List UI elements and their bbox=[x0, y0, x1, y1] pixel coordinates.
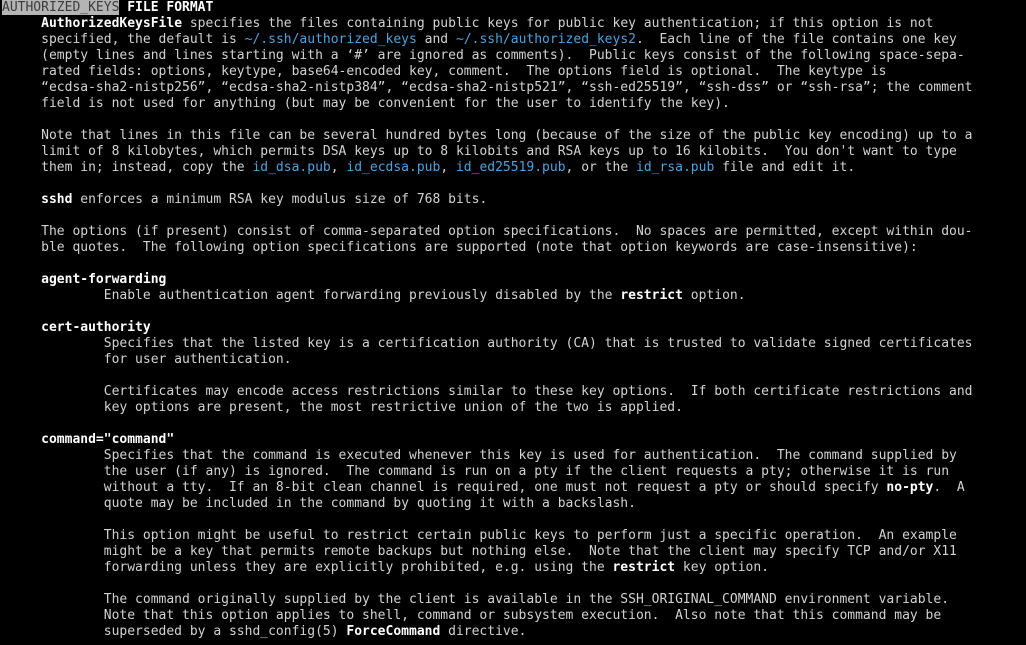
blank-line bbox=[0, 112, 1026, 128]
man-text: key options are present, the most restrictive union of the two is applied. bbox=[2, 400, 683, 415]
man-text: forwarding unless they are explicitly prohibited, e.g. using the bbox=[2, 560, 613, 575]
man-text: This option might be useful to restrict certain public keys to perform just a specific operation. An example bbox=[2, 528, 957, 543]
man-page-line bbox=[0, 448, 1026, 464]
file-path-link: id_ed25519.pub bbox=[455, 160, 566, 175]
bold-keyword: sshd bbox=[41, 192, 73, 207]
man-page-line bbox=[0, 192, 1026, 208]
man-text: Certificates may encode access restrictions similar to these key options. If both certificate restrictions and bbox=[2, 384, 973, 399]
man-page-line bbox=[0, 16, 1026, 32]
man-text: field is not used for anything (but may be convenient for the user to identify the key). bbox=[2, 96, 730, 111]
bold-keyword: FILE FORMAT bbox=[127, 0, 214, 15]
man-text: Note that this option applies to shell, command or subsystem execution. Also note that this command may be bbox=[2, 608, 942, 623]
man-page-line bbox=[0, 432, 1026, 448]
man-text: directive. bbox=[440, 624, 527, 639]
man-text bbox=[2, 192, 41, 207]
man-page-line bbox=[0, 384, 1026, 400]
bold-keyword: cert-authority bbox=[41, 320, 151, 335]
blank-line bbox=[0, 304, 1026, 320]
man-text: rated fields: options, keytype, base64-encoded key, comment. The options field is optional. The keytype is bbox=[2, 64, 887, 79]
man-page-line bbox=[0, 528, 1026, 544]
man-page-line bbox=[0, 48, 1026, 64]
man-page-line bbox=[0, 64, 1026, 80]
man-page-line bbox=[0, 592, 1026, 608]
blank-line bbox=[0, 256, 1026, 272]
blank-line bbox=[0, 576, 1026, 592]
man-page-line bbox=[0, 32, 1026, 48]
man-text: limit of 8 kilobytes, which permits DSA keys up to 8 kilobits and RSA keys up to 16 kilobits. You don't want to type bbox=[2, 144, 957, 159]
bold-keyword: command="command" bbox=[41, 432, 175, 447]
man-text bbox=[2, 432, 41, 447]
file-path-link: id_ecdsa.pub bbox=[346, 160, 441, 175]
man-text: , bbox=[330, 160, 347, 175]
man-text: quote may be included in the command by quoting it with a backslash. bbox=[2, 496, 636, 511]
file-path-link: ~/.ssh/authorized_keys bbox=[244, 32, 417, 47]
man-text: , or the bbox=[565, 160, 636, 175]
man-page-line bbox=[0, 160, 1026, 176]
man-page-line bbox=[0, 0, 1026, 16]
man-page-line bbox=[0, 224, 1026, 240]
man-text: and bbox=[416, 32, 456, 47]
man-text: might be a key that permits remote backups but nothing else. Note that the client may specify TCP and/or X11 bbox=[2, 544, 957, 559]
man-text: without a tty. If an 8-bit clean channel is required, one must not request a pty or should specify bbox=[2, 480, 887, 495]
bold-keyword: restrict bbox=[612, 560, 676, 575]
file-path-link: id_rsa.pub bbox=[636, 160, 715, 175]
section-heading-highlight: AUTHORIZED_KEYS bbox=[2, 0, 120, 15]
man-text: Note that lines in this file can be several hundred bytes long (because of the size of the public key encoding) up to a bbox=[2, 128, 973, 143]
man-page-line bbox=[0, 480, 1026, 496]
man-page-line bbox=[0, 624, 1026, 640]
man-page-line bbox=[0, 496, 1026, 512]
man-text: . A bbox=[933, 480, 965, 495]
man-page-line bbox=[0, 336, 1026, 352]
man-text: (empty lines and lines starting with a ‘#’ are ignored as comments). Public keys consist of the following space-sepa‐ bbox=[2, 48, 965, 63]
man-page-line bbox=[0, 544, 1026, 560]
man-text: The options (if present) consist of comma-separated option specifications. No spaces are permitted, except within dou‐ bbox=[2, 224, 973, 239]
man-text: The command originally supplied by the client is available in the SSH_ORIGINAL_COMMAND environment variable. bbox=[2, 592, 950, 607]
man-text: for user authentication. bbox=[2, 352, 292, 367]
man-page-line bbox=[0, 240, 1026, 256]
man-page-line bbox=[0, 352, 1026, 368]
man-text: them in; instead, copy the bbox=[2, 160, 253, 175]
man-text: specified, the default is bbox=[2, 32, 245, 47]
bold-keyword: no-pty bbox=[886, 480, 934, 495]
man-text: superseded by a sshd_config(5) bbox=[2, 624, 347, 639]
man-text: . Each line of the file contains one key bbox=[635, 32, 957, 47]
man-text: , bbox=[440, 160, 456, 175]
man-page-line bbox=[0, 272, 1026, 288]
man-text: specifies the files containing public keys for public key authentication; if this option is not bbox=[182, 16, 934, 31]
file-path-link: id_dsa.pub bbox=[252, 160, 331, 175]
blank-line bbox=[0, 176, 1026, 192]
man-page-line bbox=[0, 80, 1026, 96]
man-text: the user (if any) is ignored. The command is run on a pty if the client requests a pty; otherwise it is run bbox=[2, 464, 950, 479]
man-page-line bbox=[0, 464, 1026, 480]
man-text bbox=[2, 272, 41, 287]
blank-line bbox=[0, 416, 1026, 432]
man-text: Specifies that the command is executed whenever this key is used for authentication. The command supplied by bbox=[2, 448, 957, 463]
bold-keyword: agent-forwarding bbox=[41, 272, 167, 287]
man-text: enforces a minimum RSA key modulus size of 768 bits. bbox=[72, 192, 488, 207]
blank-line bbox=[0, 208, 1026, 224]
man-page-line bbox=[0, 608, 1026, 624]
bold-keyword: restrict bbox=[620, 288, 683, 303]
man-text: key option. bbox=[675, 560, 770, 575]
man-text bbox=[2, 320, 41, 335]
man-page-line bbox=[0, 320, 1026, 336]
man-text: “ecdsa-sha2-nistp256”, “ecdsa-sha2-nistp384”, “ecdsa-sha2-nistp521”, “ssh-ed25519”, “ssh-dss” or “ssh-rsa”; the comment bbox=[2, 80, 973, 95]
man-page-line bbox=[0, 400, 1026, 416]
file-path-link: ~/.ssh/authorized_keys2 bbox=[455, 32, 636, 47]
man-page-line bbox=[0, 128, 1026, 144]
man-text: Specifies that the listed key is a certification authority (CA) that is trusted to validate signed certificates bbox=[2, 336, 973, 351]
blank-line bbox=[0, 512, 1026, 528]
blank-line bbox=[0, 368, 1026, 384]
bold-keyword: ForceCommand bbox=[346, 624, 441, 639]
man-text: ble quotes. The following option specifications are supported (note that option keywords are case-insensitive): bbox=[2, 240, 918, 255]
man-text: option. bbox=[682, 288, 746, 303]
man-page-line bbox=[0, 96, 1026, 112]
man-page-line bbox=[0, 288, 1026, 304]
man-text: file and edit it. bbox=[714, 160, 856, 175]
bold-keyword: AuthorizedKeysFile bbox=[41, 16, 183, 31]
man-page-line bbox=[0, 144, 1026, 160]
man-text: Enable authentication agent forwarding previously disabled by the bbox=[2, 288, 621, 303]
man-page-line bbox=[0, 560, 1026, 576]
man-text bbox=[2, 16, 41, 31]
